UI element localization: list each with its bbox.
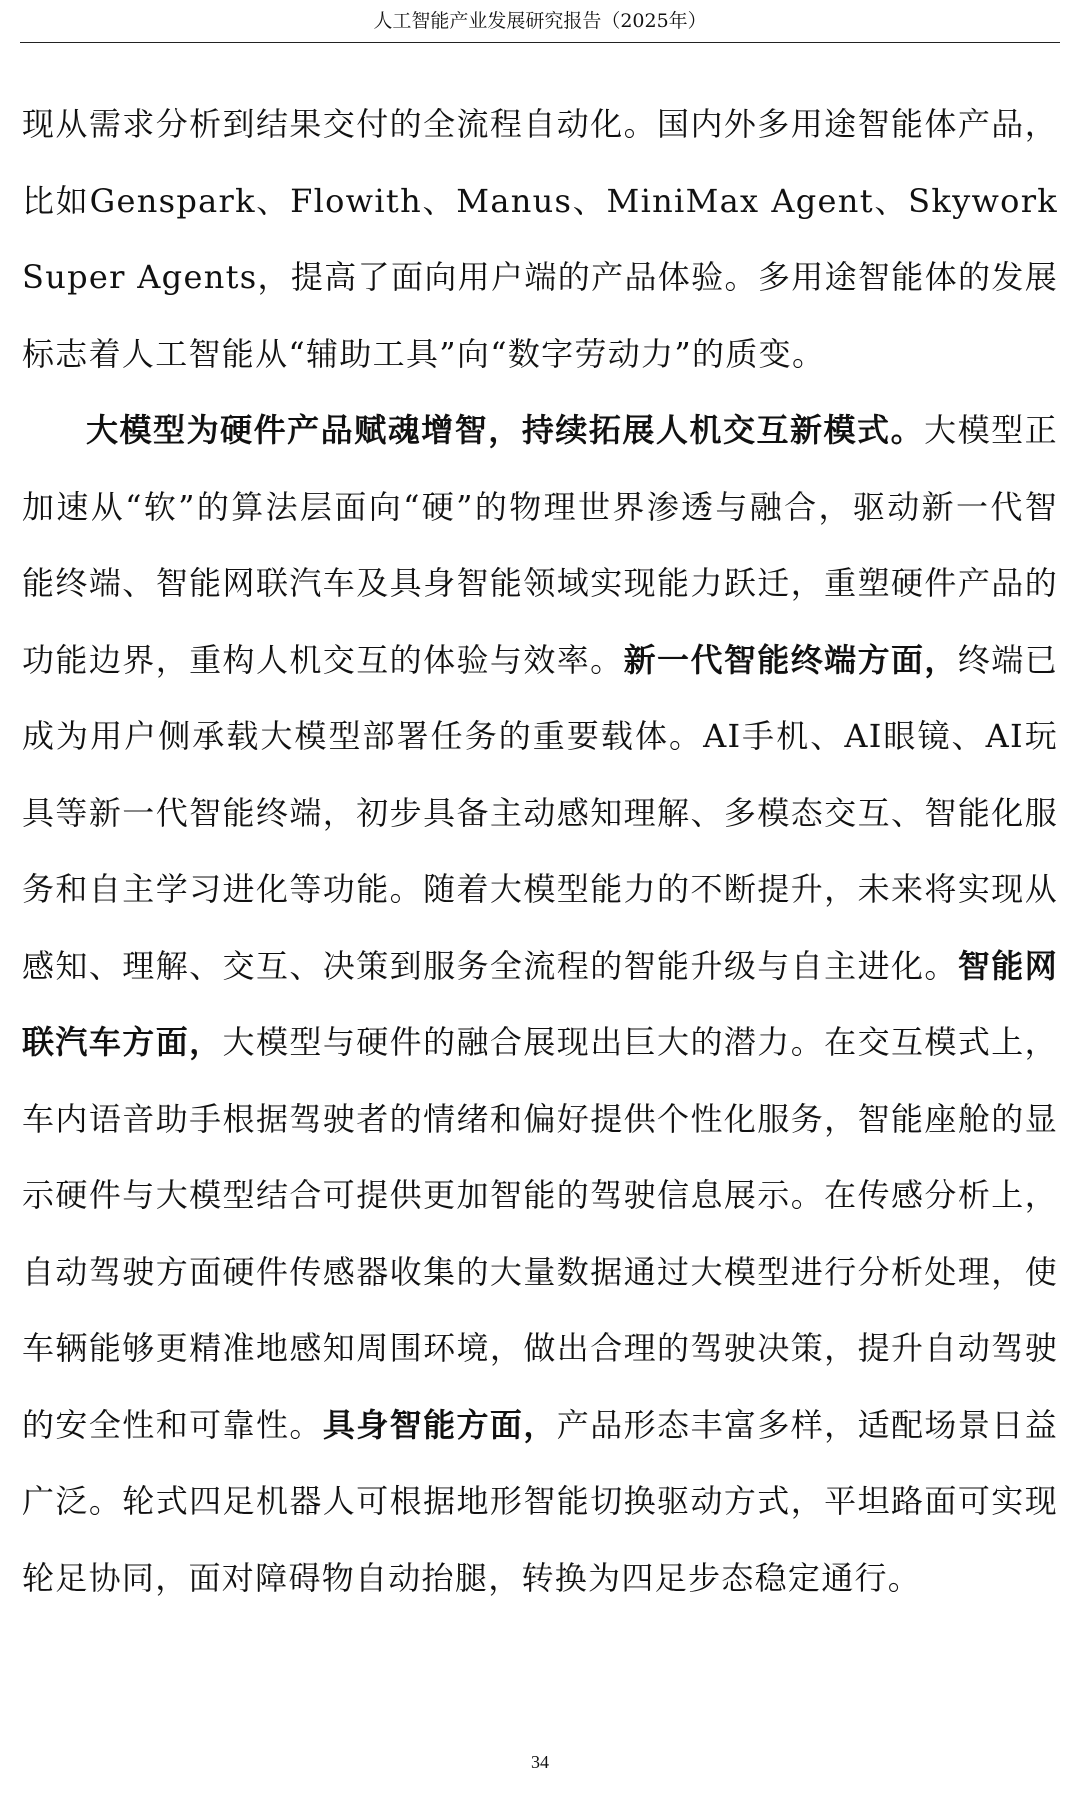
heading-hardware-empowerment: 大模型为硬件产品赋魂增智，持续拓展人机交互新模式。 [86,411,925,449]
heading-smart-terminals: 新一代智能终端方面， [623,640,958,679]
page-number [0,1752,1080,1773]
heading-embodied-intelligence: 具身智能方面， [322,1405,557,1444]
paragraph-2-run-6: 大模型与硬件的融合展现出巨大的潜力。在交互模式上，车内语音助手根据驾驶者的情绪和偏好提供个性化服务，智能座舱的显示硬件与大模型结合可提供更加智能的驾驶信息展示。在传感分析上，自动驾驶方面硬件传感器收集的大量数据通过大模型进行分析处理，使车辆能够更精准地感知周围环境，做出合理的驾驶决策，提升自动驾驶的安全性和可靠性。 [22,1023,1058,1444]
paragraph-1 [22,86,1058,392]
paragraph-1-run-1: 现从需求分析到结果交付的全流程自动化。国内外多用途智能体产品，比如Genspark、Flowith、Manus、MiniMax Agent、Skywork Super Agents，提高了面向用户端的产品体验。多用途智能体的发展标志着人工智能从“辅助工具”向“数字劳动力”的质变。 [22,105,1058,373]
body-text [22,86,1058,1616]
paragraph-2-run-8: 产品形态丰富多样，适配场景日益广泛。轮式四足机器人可根据地形智能切换驱动方式，平坦路面可实现轮足协同，面对障碍物自动抬腿，转换为四足步态稳定通行。 [22,1405,1058,1597]
paragraph-2-run-4: 终端已成为用户侧承载大模型部署任务的重要载体。AI手机、AI眼镜、AI玩具等新一代智能终端，初步具备主动感知理解、多模态交互、智能化服务和自主学习进化等功能。随着大模型能力的不断提升，未来将实现从感知、理解、交互、决策到服务全流程的智能升级与自主进化。 [22,640,1058,985]
page-number-text: 34 [531,1752,549,1772]
paragraph-2 [22,392,1058,1616]
heading-connected-vehicles: 智能网联汽车方面， [22,946,1058,1061]
running-header [20,8,1060,43]
header-title: 人工智能产业发展研究报告（2025年） [373,10,707,32]
paragraph-2-run-2: 大模型正加速从“软”的算法层面向“硬”的物理世界渗透与融合，驱动新一代智能终端、智能网联汽车及具身智能领域实现能力跃迁，重塑硬件产品的功能边界，重构人机交互的体验与效率。 [22,411,1058,679]
